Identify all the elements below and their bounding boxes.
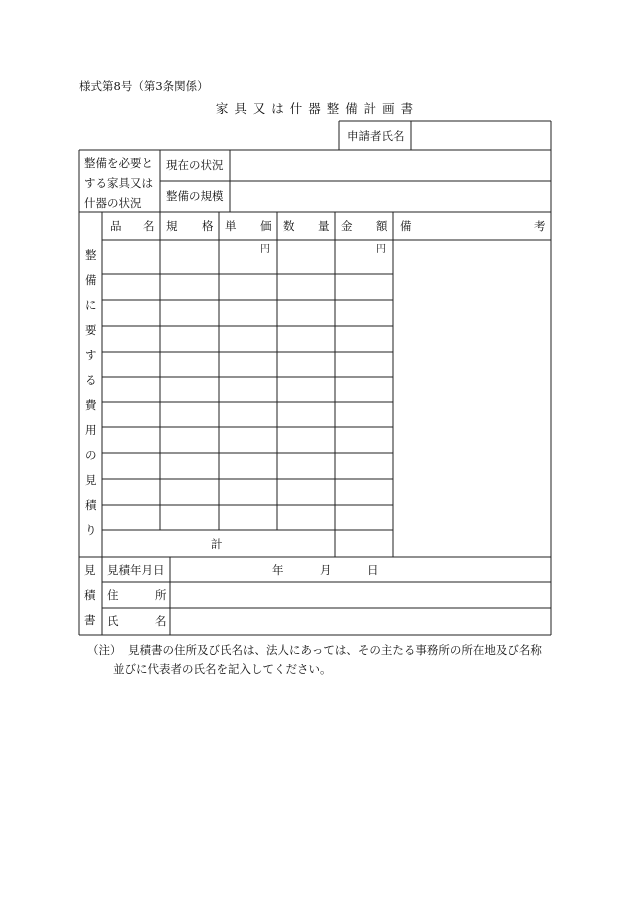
cell-spec[interactable] <box>164 306 215 320</box>
cell-spec[interactable] <box>164 485 215 499</box>
quote-address-label: 所 <box>155 588 167 602</box>
cell-amount[interactable] <box>339 459 389 473</box>
cell-quantity[interactable] <box>281 511 331 525</box>
cell-spec[interactable] <box>164 358 215 372</box>
quote-name-label: 名 <box>155 614 167 628</box>
cell-item[interactable] <box>106 358 156 372</box>
estimate-vlabel-char: 要 <box>85 323 97 337</box>
note-line-2: 並びに代表者の氏名を記入してください。 <box>113 662 332 676</box>
cell-unit-price[interactable] <box>223 332 273 346</box>
cell-amount[interactable] <box>339 280 389 294</box>
cell-unit-price[interactable] <box>223 383 273 397</box>
header-unit-price: 価 <box>260 219 272 233</box>
cell-spec[interactable] <box>164 511 215 525</box>
cell-item[interactable] <box>106 306 156 320</box>
cell-unit-price[interactable] <box>223 408 273 422</box>
quote-vlabel-char: 積 <box>84 588 96 602</box>
cell-amount[interactable] <box>339 408 389 422</box>
scale-field[interactable] <box>238 189 543 203</box>
total-label: 計 <box>211 537 223 551</box>
cell-quantity[interactable] <box>281 485 331 499</box>
cell-amount[interactable] <box>339 254 389 268</box>
quote-name-label: 氏 <box>107 614 119 628</box>
header-unit-price: 単 <box>225 219 237 233</box>
cell-quantity[interactable] <box>281 332 331 346</box>
cell-amount[interactable] <box>339 511 389 525</box>
header-remarks: 考 <box>534 219 546 233</box>
scale-label: 整備の規模 <box>166 189 224 203</box>
cell-item[interactable] <box>106 280 156 294</box>
cell-amount[interactable] <box>339 306 389 320</box>
header-spec: 格 <box>202 219 214 233</box>
estimate-vlabel-char: 整 <box>85 248 97 262</box>
cell-item[interactable] <box>106 332 156 346</box>
cell-quantity[interactable] <box>281 306 331 320</box>
cell-unit-price[interactable] <box>223 433 273 447</box>
note-line-1: 見積書の住所及び氏名は、法人にあっては、その主たる事務所の所在地及び名称 <box>128 643 542 657</box>
quote-date-month[interactable]: 月 <box>320 563 332 577</box>
quote-address-field[interactable] <box>178 588 543 602</box>
cell-quantity[interactable] <box>281 383 331 397</box>
cell-unit-price[interactable] <box>223 485 273 499</box>
cell-amount[interactable] <box>339 383 389 397</box>
cell-unit-price[interactable] <box>223 306 273 320</box>
amount-yen-unit: 円 <box>376 244 386 255</box>
header-remarks: 備 <box>400 219 412 233</box>
status-label-line-3: 什器の状況 <box>84 196 142 210</box>
form-number: 様式第8号（第3条関係） <box>79 79 209 93</box>
header-quantity: 数 <box>283 219 295 233</box>
page-title: 家 具 又 は 什 器 整 備 計 画 書 <box>215 101 415 116</box>
cell-quantity[interactable] <box>281 280 331 294</box>
header-item-name: 名 <box>143 219 155 233</box>
status-label-line-2: する家具又は <box>84 176 153 190</box>
quote-vlabel-char: 書 <box>84 613 96 627</box>
cell-item[interactable] <box>106 511 156 525</box>
title-wrap <box>0 98 630 117</box>
cell-amount[interactable] <box>339 332 389 346</box>
cell-amount[interactable] <box>339 485 389 499</box>
header-amount: 金 <box>341 219 353 233</box>
remarks-field[interactable] <box>398 246 546 551</box>
current-status-field[interactable] <box>238 158 543 172</box>
estimate-vlabel-char: 費 <box>85 398 97 412</box>
quote-vlabel-char: 見 <box>84 563 96 577</box>
cell-spec[interactable] <box>164 332 215 346</box>
header-quantity: 量 <box>318 219 330 233</box>
note-marker: （注） <box>87 643 122 657</box>
estimate-vlabel-char: の <box>85 448 97 462</box>
estimate-vlabel-char: す <box>85 348 97 362</box>
cell-amount[interactable] <box>339 358 389 372</box>
quote-date-label: 見積年月日 <box>107 563 165 577</box>
estimate-vlabel-char: 備 <box>85 273 97 287</box>
cell-spec[interactable] <box>164 408 215 422</box>
cell-unit-price[interactable] <box>223 511 273 525</box>
estimate-vlabel-char: 見 <box>85 473 97 487</box>
cell-amount[interactable] <box>339 433 389 447</box>
header-amount: 額 <box>376 219 388 233</box>
cell-quantity[interactable] <box>281 358 331 372</box>
cell-quantity[interactable] <box>281 459 331 473</box>
cell-unit-price[interactable] <box>223 459 273 473</box>
estimate-vlabel-char: り <box>85 523 97 537</box>
header-spec: 規 <box>166 219 178 233</box>
cell-spec[interactable] <box>164 254 215 268</box>
cell-unit-price[interactable] <box>223 254 273 268</box>
current-status-label: 現在の状況 <box>166 158 224 172</box>
cell-unit-price[interactable] <box>223 358 273 372</box>
status-label-line-1: 整備を必要と <box>84 156 153 170</box>
estimate-vlabel-char: 用 <box>85 423 97 437</box>
cell-quantity[interactable] <box>281 408 331 422</box>
quote-name-field[interactable] <box>178 614 543 628</box>
cell-quantity[interactable] <box>281 433 331 447</box>
cell-item[interactable] <box>106 433 156 447</box>
quote-address-label: 住 <box>107 588 119 602</box>
header-item-name: 品 <box>110 219 122 233</box>
cell-item[interactable] <box>106 459 156 473</box>
cell-quantity[interactable] <box>281 254 331 268</box>
cell-spec[interactable] <box>164 280 215 294</box>
cell-item[interactable] <box>106 485 156 499</box>
cell-item[interactable] <box>106 408 156 422</box>
estimate-vlabel-char: に <box>85 298 97 312</box>
cell-spec[interactable] <box>164 433 215 447</box>
quote-date-day[interactable]: 日 <box>367 563 379 577</box>
cell-unit-price[interactable] <box>223 280 273 294</box>
unit-price-yen-unit: 円 <box>260 244 270 255</box>
quote-date-year[interactable]: 年 <box>272 563 284 577</box>
cell-item[interactable] <box>106 383 156 397</box>
cell-spec[interactable] <box>164 459 215 473</box>
applicant-label: 申請者氏名 <box>347 129 405 143</box>
cell-spec[interactable] <box>164 383 215 397</box>
estimate-vlabel-char: 積 <box>85 498 97 512</box>
estimate-vlabel-char: る <box>85 373 97 387</box>
cell-item[interactable] <box>106 254 156 268</box>
